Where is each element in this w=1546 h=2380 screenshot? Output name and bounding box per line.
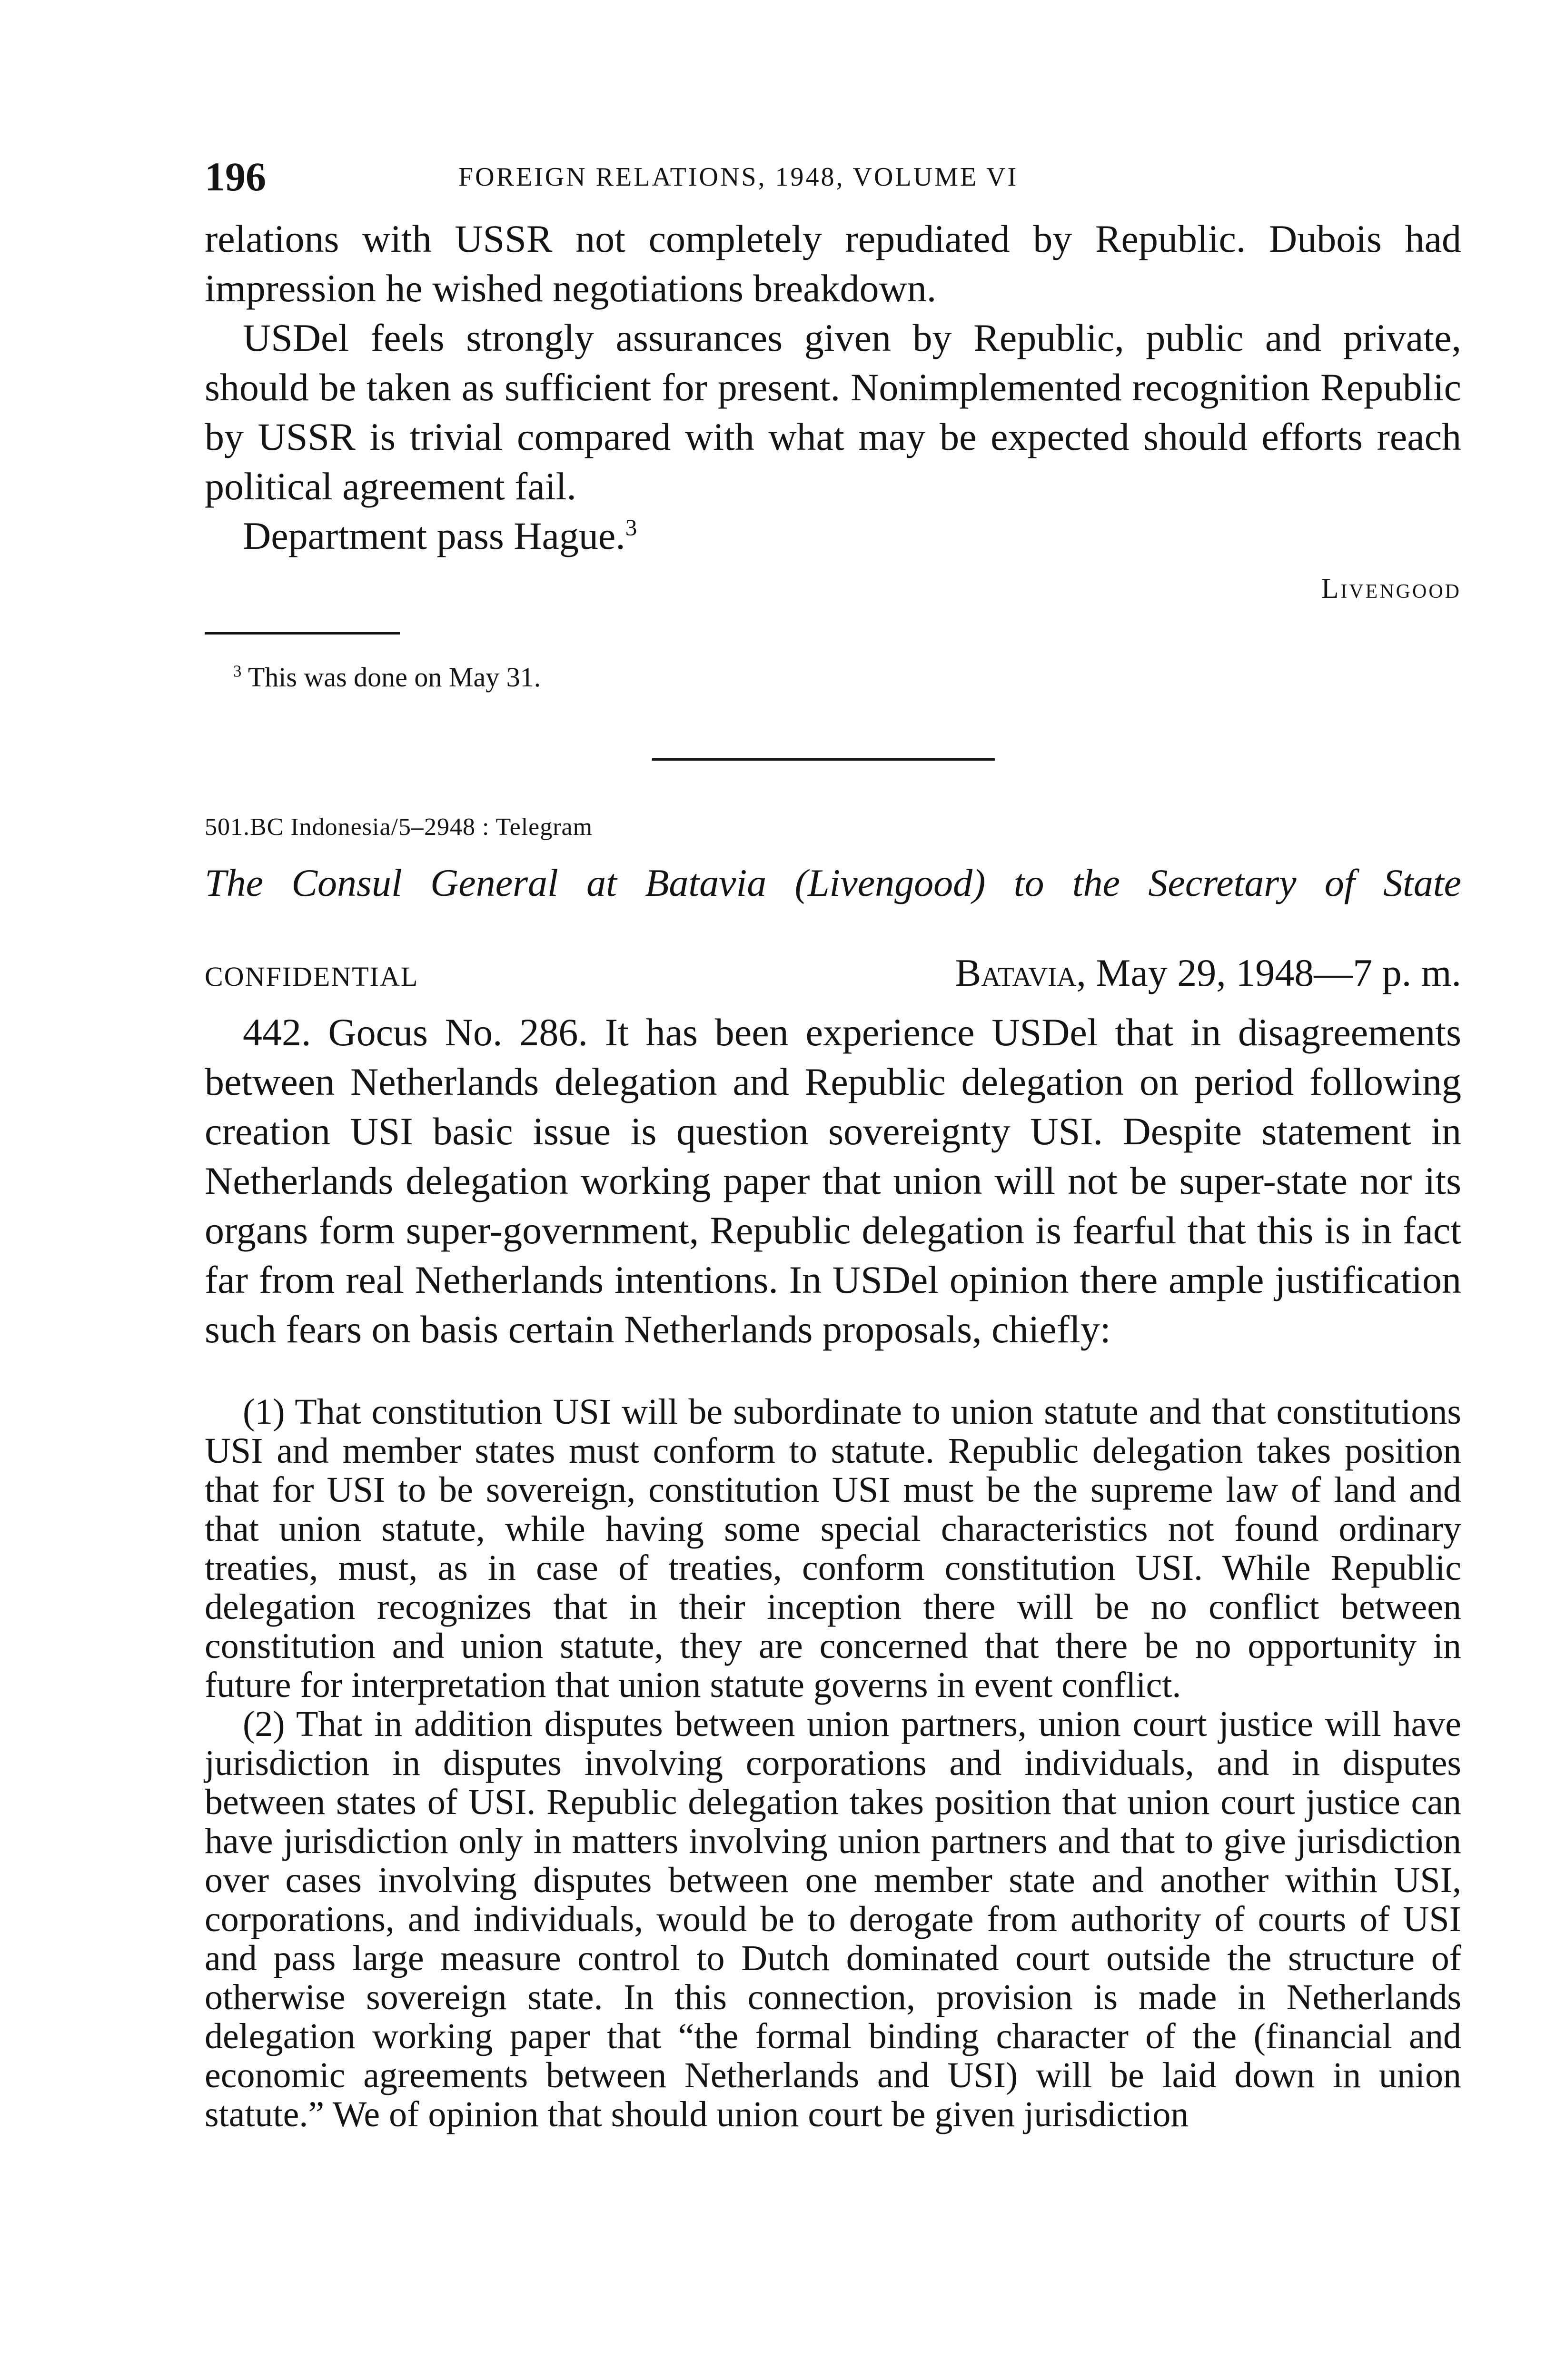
usdel-assessment-paragraph: USDel feels strongly assurances given by Republic, public and private, should be taken as sufficient for present. Nonimplemented recognition Republic by USSR is trivial compared with what may be expected should efforts reach political agreement fail. xyxy=(205,316,1461,508)
footnote-text: This was done on May 31. xyxy=(248,662,541,693)
page-number: 196 xyxy=(205,154,266,199)
footnote-marker: 3 xyxy=(233,662,242,681)
department-instruction-text: Department pass Hague. xyxy=(243,514,625,557)
telegram-intro-paragraph: 442. Gocus No. 286. It has been experience USDel that in disagreements between Netherlands delegation and Republic delegation on period following creation USI basic issue is question sovereignty USI. Despite statement in Netherlands delegation working paper that union will not be super-state nor its organs form super-government, Republic delegation is fearful that this is in fact far from real Netherlands intentions. In USDel opinion there ample justification such fears on basis certain Netherlands proposals, chiefly: xyxy=(205,1011,1461,1351)
department-instruction xyxy=(205,511,1461,561)
footnote-rule xyxy=(205,632,400,635)
dateline-place: Batavia, xyxy=(955,951,1086,994)
proposal-item-1: (1) That constitution USI will be subordinate to union statute and that constitutions USI and member states must conform to statute. Republic delegation takes position that for USI to be sovereign, constitution USI must be the supreme law of land and that union statute, while having some special characteristics not found ordinary treaties, must, as in case of treaties, conform constitution USI. While Republic delegation recognizes that in their inception there will be no conflict between constitution and union statute, they are concerned that there be no opportunity in future for interpretation that union statute governs in event conflict. xyxy=(205,1392,1461,1705)
dateline-date: May 29, 1948—7 p. m. xyxy=(1096,951,1461,994)
file-reference: 501.BC Indonesia/5–2948 : Telegram xyxy=(205,813,593,841)
document-title: The Consul General at Batavia (Livengood) to the Secretary of State xyxy=(205,861,1461,904)
classification: CONFIDENTIAL xyxy=(205,961,419,992)
signature: Livengood xyxy=(1321,573,1461,604)
running-head: FOREIGN RELATIONS, 1948, VOLUME VI xyxy=(458,162,1019,192)
footnote xyxy=(205,658,1461,696)
proposal-list xyxy=(205,1392,1461,2134)
dateline xyxy=(955,951,1461,995)
page-header xyxy=(205,143,1461,214)
proposal-item-2: (2) That in addition disputes between union partners, union court justice will have jurisdiction in disputes involving corporations and individuals, and in disputes between states of USI. Republic delegation takes position that union court justice can have jurisdiction only in matters involving union partners and that to give jurisdiction over cases involving disputes between one member state and another within USI, corporations, and individuals, would be to derogate from authority of courts of USI and pass large measure control to Dutch dominated court outside the structure of otherwise sovereign state. In this connection, provision is made in Netherlands delegation working paper that “the formal binding character of the (financial and economic agreements between Netherlands and USI) will be laid down in union statute.” We of opinion that should union court be given jurisdiction xyxy=(205,1704,1461,2134)
document-meta xyxy=(205,951,1461,995)
document-page xyxy=(205,143,1461,2134)
document-divider xyxy=(652,758,995,761)
continuation-paragraph: relations with USSR not completely repudiated by Republic. Dubois had impression he wished negotiations breakdown. xyxy=(205,217,1461,310)
footnote-reference: 3 xyxy=(625,514,637,541)
